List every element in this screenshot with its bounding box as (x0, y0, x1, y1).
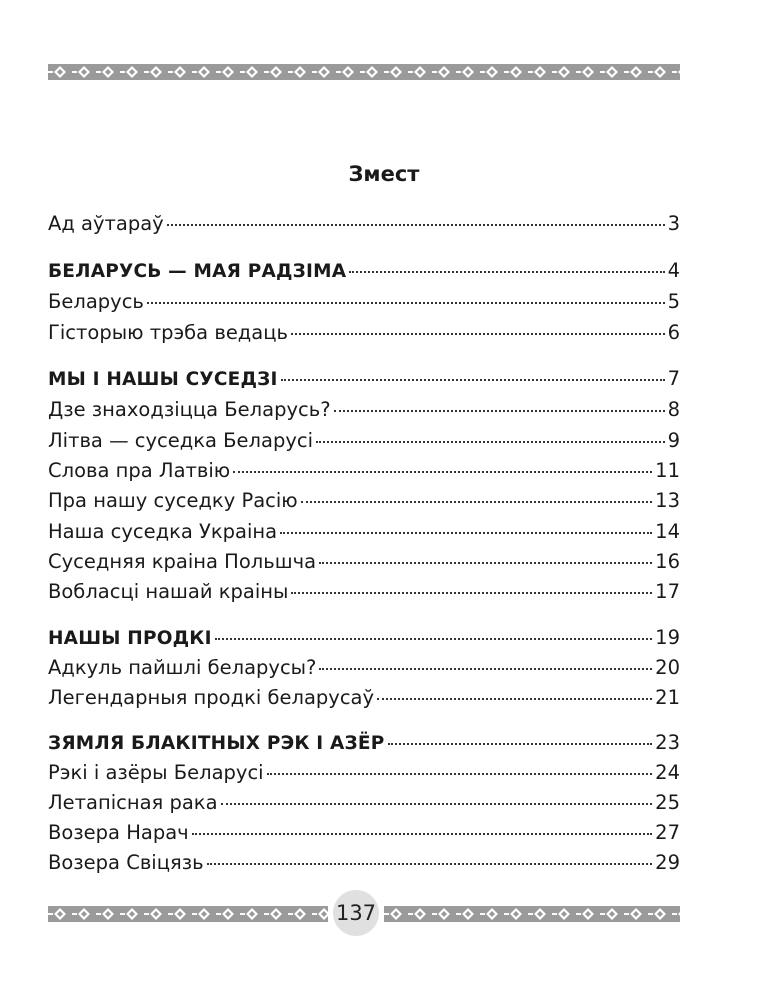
toc-page-number: 21 (655, 686, 680, 709)
toc-entry-row (48, 580, 680, 604)
toc-dot-leader (281, 379, 665, 381)
toc-entry-row (48, 398, 680, 422)
toc-entry-title: Слова пра Латвію (48, 459, 231, 482)
toc-entry-title: Легендарныя продкі беларусаў (48, 686, 375, 709)
toc-section-title: НАШЫ ПРОДКІ (48, 628, 212, 649)
toc-entry-row (48, 212, 680, 236)
toc-page-number: 4 (667, 259, 680, 282)
toc-dot-leader (334, 410, 665, 412)
toc-page-number: 7 (667, 367, 680, 390)
toc-dot-leader (167, 224, 665, 226)
toc-dot-leader (291, 333, 665, 335)
top-ornament-border (48, 64, 680, 80)
toc-entry-title: Возера Свіцязь (48, 851, 204, 874)
toc-section-title: МЫ І НАШЫ СУСЕДЗІ (48, 369, 278, 390)
toc-entry-title: Летапісная рака (48, 791, 218, 814)
toc-entry-row (48, 489, 680, 513)
toc-entry-title: Ад аўтараў (48, 212, 164, 235)
toc-entry-row (48, 761, 680, 785)
toc-entry-row (48, 520, 680, 544)
toc-dot-leader (388, 743, 653, 745)
toc-entry-title: Рэкі і азёры Беларусі (48, 761, 264, 784)
toc-entry-row (48, 459, 680, 483)
toc-dot-leader (207, 863, 653, 865)
page-title: Змест (348, 162, 420, 186)
toc-page-number: 8 (667, 398, 680, 421)
toc-entry-title: Суседняя краіна Польшча (48, 550, 317, 573)
toc-page-number: 9 (667, 429, 680, 452)
toc-entry-title: Гісторыю трэба ведаць (48, 321, 289, 344)
toc-dot-leader (215, 638, 652, 640)
toc-entry-title: Літва — суседка Беларусі (48, 429, 314, 452)
toc-entry-row (48, 429, 680, 453)
toc-page-number: 29 (655, 851, 680, 874)
toc-dot-leader (377, 698, 652, 700)
toc-section-row (48, 626, 680, 650)
toc-entry-row (48, 821, 680, 845)
toc-section-row (48, 367, 680, 391)
toc-section-row (48, 259, 680, 283)
toc-page-number: 24 (655, 761, 680, 784)
toc-dot-leader (192, 833, 653, 835)
toc-section-title: БЕЛАРУСЬ — МАЯ РАДЗІМА (48, 261, 347, 282)
toc-entry-row (48, 656, 680, 680)
toc-entry-title: Вобласці нашай краіны (48, 580, 289, 603)
page-number-badge (333, 890, 379, 936)
toc-dot-leader (316, 441, 665, 443)
toc-entry-title: Дзе знаходзіцца Беларусь? (48, 398, 331, 421)
toc-page-number: 3 (667, 212, 680, 235)
toc-page-number: 25 (655, 791, 680, 814)
toc-entry-row (48, 851, 680, 875)
toc-page-number: 5 (667, 290, 680, 313)
toc-dot-leader (147, 302, 665, 304)
toc-page-number: 11 (655, 459, 680, 482)
toc-entry-row (48, 321, 680, 345)
toc-entry-title: Адкуль пайшлі беларусы? (48, 656, 317, 679)
toc-dot-leader (233, 471, 652, 473)
toc-entry-row (48, 550, 680, 574)
toc-entry-row (48, 290, 680, 314)
toc-dot-leader (221, 803, 653, 805)
toc-dot-leader (319, 668, 652, 670)
toc-dot-leader (319, 562, 652, 564)
toc-entry-row (48, 686, 680, 710)
toc-page-number: 14 (655, 520, 680, 543)
toc-entry-title: Наша суседка Украіна (48, 520, 278, 543)
toc-section-title: ЗЯМЛЯ БЛАКІТНЫХ РЭК І АЗЁР (48, 733, 385, 754)
page-number: 137 (335, 901, 377, 925)
toc-entry-title: Беларусь (48, 290, 144, 313)
toc-section-row (48, 731, 680, 755)
toc-page-number: 20 (655, 656, 680, 679)
toc-page-number: 16 (655, 550, 680, 573)
toc-dot-leader (291, 592, 652, 594)
toc-page-number: 27 (655, 821, 680, 844)
toc-page-number: 23 (655, 731, 680, 754)
toc-dot-leader (301, 501, 652, 503)
toc-dot-leader (349, 271, 664, 273)
toc-dot-leader (280, 532, 652, 534)
toc-page-number: 19 (655, 626, 680, 649)
toc-entry-title: Пра нашу суседку Расію (48, 489, 298, 512)
toc-entry-row (48, 791, 680, 815)
toc-dot-leader (267, 773, 653, 775)
toc-page-number: 17 (655, 580, 680, 603)
toc-page-number: 6 (667, 321, 680, 344)
toc-entry-title: Возера Нарач (48, 821, 189, 844)
toc-page-number: 13 (655, 489, 680, 512)
